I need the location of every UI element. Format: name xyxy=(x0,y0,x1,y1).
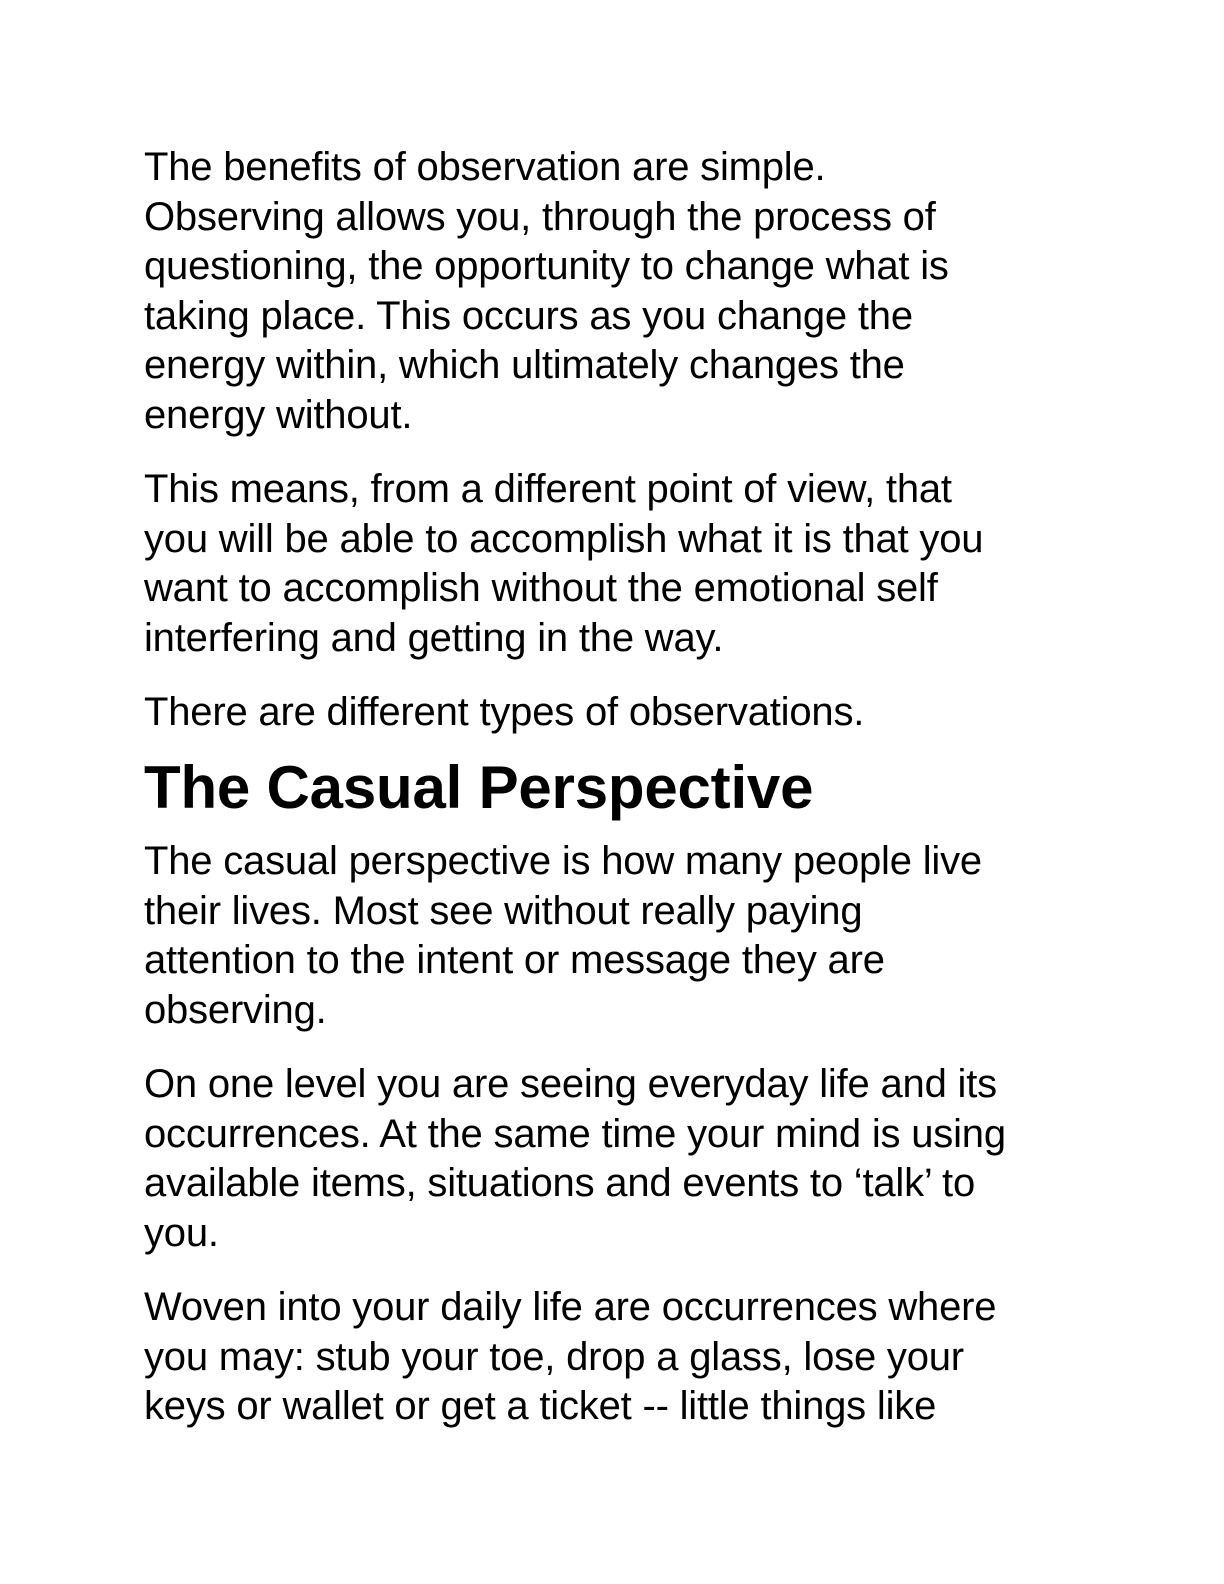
text-line: keys or wallet or get a ticket -- little things like xyxy=(144,1384,937,1428)
paragraph-different-point-of-view xyxy=(144,465,1074,663)
paragraph-one-level xyxy=(144,1060,1074,1258)
text-line: attention to the intent or message they are xyxy=(144,938,885,982)
document-page xyxy=(144,143,1074,1457)
text-line: Woven into your daily life are occurrences where xyxy=(144,1285,997,1329)
text-line: The benefits of observation are simple. xyxy=(144,145,826,189)
text-line: you may: stub your toe, drop a glass, lose your xyxy=(144,1334,964,1379)
paragraph-benefits xyxy=(144,143,1074,440)
text-line: you will be able to accomplish what it is that you xyxy=(144,516,984,561)
text-line: you. xyxy=(144,1210,219,1255)
text-line: questioning, the opportunity to change what is xyxy=(144,244,949,288)
text-line: This means, from a different point of view, that xyxy=(144,467,952,511)
paragraph-casual-perspective xyxy=(144,837,1074,1035)
paragraph-types-of-observations xyxy=(144,688,1074,738)
text-line: The casual perspective is how many people live xyxy=(144,839,982,883)
text-line: occurrences. At the same time your mind is using xyxy=(144,1111,1006,1156)
text-line: observing. xyxy=(144,987,327,1032)
text-line: energy within, which ultimately changes the xyxy=(144,343,905,387)
section-heading-casual-perspective xyxy=(144,753,1074,821)
text-line: interfering and getting in the way. xyxy=(144,615,724,660)
text-line: energy without. xyxy=(144,392,413,437)
text-line: their lives. Most see without really paying xyxy=(144,888,863,933)
paragraph-woven-into-daily-life xyxy=(144,1283,1074,1432)
text-line: want to accomplish without the emotional self xyxy=(144,566,938,610)
text-line: taking place. This occurs as you change the xyxy=(144,293,913,338)
heading-text: The Casual Perspective xyxy=(144,753,814,821)
text-line: Observing allows you, through the process of xyxy=(144,194,936,239)
text-line: On one level you are seeing everyday life and its xyxy=(144,1062,997,1106)
text-line: There are different types of observations. xyxy=(144,690,865,734)
text-line: available items, situations and events to ‘talk’ to xyxy=(144,1161,975,1205)
